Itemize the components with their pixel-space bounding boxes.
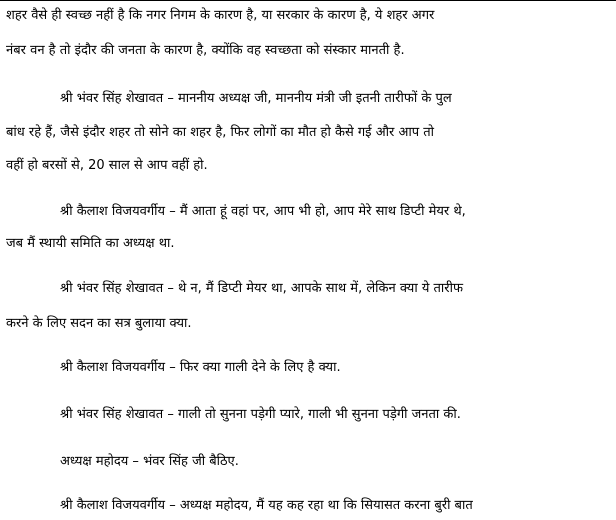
text-line: करने के लिए सदन का सत्र बुलाया क्या. (6, 316, 192, 331)
speaker-line: श्री भंवर सिंह शेखावत – माननीय अध्यक्ष जी, माननीय मंत्री जी इतनी तारीफों के पुल (60, 91, 452, 106)
text-line: शहर वैसे ही स्वच्छ नहीं है कि नगर निगम के कारण है, या सरकार के कारण है, ये शहर अगर (6, 8, 435, 23)
speaker-line: श्री कैलाश विजयवर्गीय – फिर क्या गाली देने के लिए है क्या. (60, 360, 341, 375)
speaker-line: अध्यक्ष महोदय – भंवर सिंह जी बैठिए. (60, 454, 239, 469)
speaker-line: श्री भंवर सिंह शेखावत – थे न, मैं डिप्टी मेयर था, आपके साथ में, लेकिन क्या ये तारीफ (60, 281, 464, 296)
text-line: बांध रहे हैं, जैसे इंदौर शहर तो सोने का शहर है, फिर लोगों का मौत हो कैसे गई और आप तो (6, 125, 435, 140)
speaker-line: श्री कैलाश विजयवर्गीय – मैं आता हूं वहां पर, आप भी हो, आप मेरे साथ डिप्टी मेयर थे, (60, 204, 466, 219)
text-line: जब मैं स्थायी समिति का अध्यक्ष था. (6, 236, 175, 251)
top-rule (0, 0, 616, 1)
speaker-line: श्री भंवर सिंह शेखावत – गाली तो सुनना पड़ेगी प्यारे, गाली भी सुनना पड़ेगी जनता की. (60, 407, 461, 422)
text-line: नंबर वन है तो इंदौर की जनता के कारण है, क्योंकि वह स्वच्छता को संस्कार मानती है. (6, 43, 405, 58)
text-line: वहीं हो बरसों से, 20 साल से आप वहीं हो. (6, 158, 208, 173)
speaker-line: श्री कैलाश विजयवर्गीय – अध्यक्ष महोदय, मैं यह कह रहा था कि सियासत करना बुरी बात (60, 498, 473, 513)
